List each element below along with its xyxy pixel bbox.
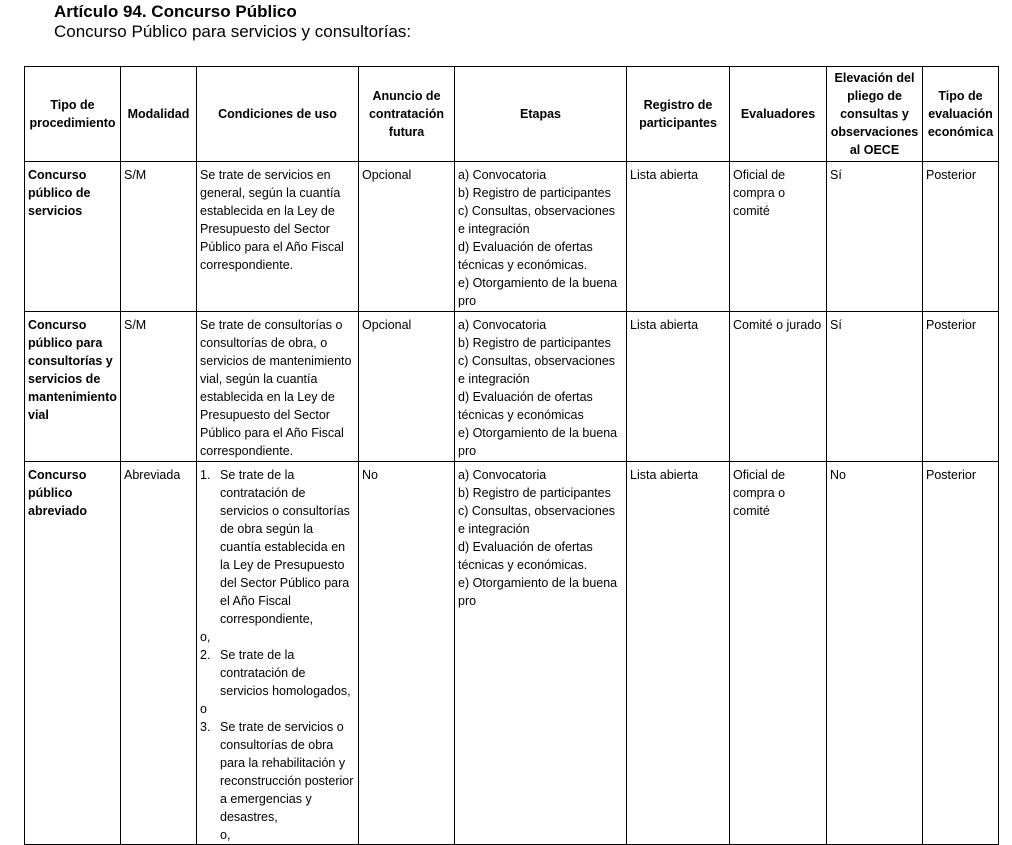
cell-condiciones [197,462,359,845]
cell-registro: Lista abierta [627,312,730,462]
etapa-item: b) Registro de participantes [458,336,611,350]
cell-modalidad: S/M [121,312,197,462]
cell-tipo: Concurso público para consultorías y servicios de mantenimiento vial [25,312,121,462]
cell-modalidad: Abreviada [121,462,197,845]
cell-tipo: Concurso público abreviado [25,462,121,845]
article-subtitle: Concurso Público para servicios y consultorías: [54,22,412,41]
cell-tipo: Concurso público de servicios [25,162,121,312]
condition-number: 1. [200,468,211,482]
etapa-item: b) Registro de participantes [458,186,611,200]
condition-number: 2. [200,648,211,662]
header-tipo-evaluacion: Tipo de evaluación económica [923,67,999,162]
condition-text: Se trate de la contratación de servicios o consultorías de obra según la cuantía establecida en la Ley de Presupuesto del Sector Público para el Año Fiscal correspondiente, [220,468,350,626]
cell-anuncio: Opcional [359,312,455,462]
table-header-row [25,67,999,162]
etapa-item: e) Otorgamiento de la buena pro [458,276,618,308]
header-condiciones-de-uso: Condiciones de uso [197,67,359,162]
condition-item [200,466,356,628]
etapa-item: e) Otorgamiento de la buena pro [458,576,618,608]
etapa-item: d) Evaluación de ofertas técnicas y económicas. [458,240,593,272]
cell-condiciones: Se trate de servicios en general, según la cuantía establecida en la Ley de Presupuesto del Sector Público para el Año Fiscal correspondiente. [197,162,359,312]
condition-connector: o, [200,630,211,644]
header-etapas: Etapas [455,67,627,162]
cell-elevacion: Sí [827,312,923,462]
cell-anuncio: Opcional [359,162,455,312]
etapa-item: a) Convocatoria [458,318,547,332]
table-row [25,312,999,462]
header-modalidad: Modalidad [121,67,197,162]
procedures-table [24,66,999,845]
etapa-item: c) Consultas, observaciones e integración [458,504,616,536]
cell-modalidad: S/M [121,162,197,312]
cell-tipo-evaluacion: Posterior [923,462,999,845]
table-row [25,162,999,312]
header-registro: Registro de participantes [627,67,730,162]
cell-evaluadores: Comité o jurado [730,312,827,462]
condition-number: 3. [200,720,211,734]
cell-elevacion: Sí [827,162,923,312]
header-elevacion: Elevación del pliego de consultas y observaciones al OECE [827,67,923,162]
condition-text: Se trate de servicios o consultorías de obra para la rehabilitación y reconstrucción posterior a emergencias y desastres, [220,720,354,824]
condition-item [200,718,356,826]
cell-evaluadores: Oficial de compra o comité [730,162,827,312]
etapa-item: b) Registro de participantes [458,486,611,500]
etapa-item: d) Evaluación de ofertas técnicas y económicas. [458,540,593,572]
cell-etapas [455,462,627,845]
condition-tail-row [200,826,356,844]
table-row [25,462,999,845]
header-evaluadores: Evaluadores [730,67,827,162]
condition-text: Se trate de la contratación de servicios homologados, [220,648,351,698]
etapa-item: a) Convocatoria [458,168,547,182]
article-heading [54,2,411,42]
etapa-item: c) Consultas, observaciones e integración [458,204,616,236]
cell-tipo-evaluacion: Posterior [923,162,999,312]
etapa-item: e) Otorgamiento de la buena pro [458,426,618,458]
cell-etapas [455,312,627,462]
header-tipo-procedimiento: Tipo de procedimiento [25,67,121,162]
article-title: Artículo 94. Concurso Público [54,2,297,21]
etapa-item: c) Consultas, observaciones e integración [458,354,616,386]
cell-tipo-evaluacion: Posterior [923,312,999,462]
cell-condiciones: Se trate de consultorías o consultorías de obra, o servicios de mantenimiento vial, según la cuantía establecida en la Ley de Presupuesto del Sector Público para el Año Fiscal correspondiente. [197,312,359,462]
condition-item [200,646,356,700]
cell-elevacion: No [827,462,923,845]
cell-evaluadores: Oficial de compra o comité [730,462,827,845]
cell-registro: Lista abierta [627,162,730,312]
cell-anuncio: No [359,462,455,845]
cell-registro: Lista abierta [627,462,730,845]
header-anuncio: Anuncio de contratación futura [359,67,455,162]
etapa-item: d) Evaluación de ofertas técnicas y económicas [458,390,593,422]
condition-connector: o [200,702,207,716]
condition-tail: o, [220,828,231,842]
cell-etapas [455,162,627,312]
etapa-item: a) Convocatoria [458,468,547,482]
